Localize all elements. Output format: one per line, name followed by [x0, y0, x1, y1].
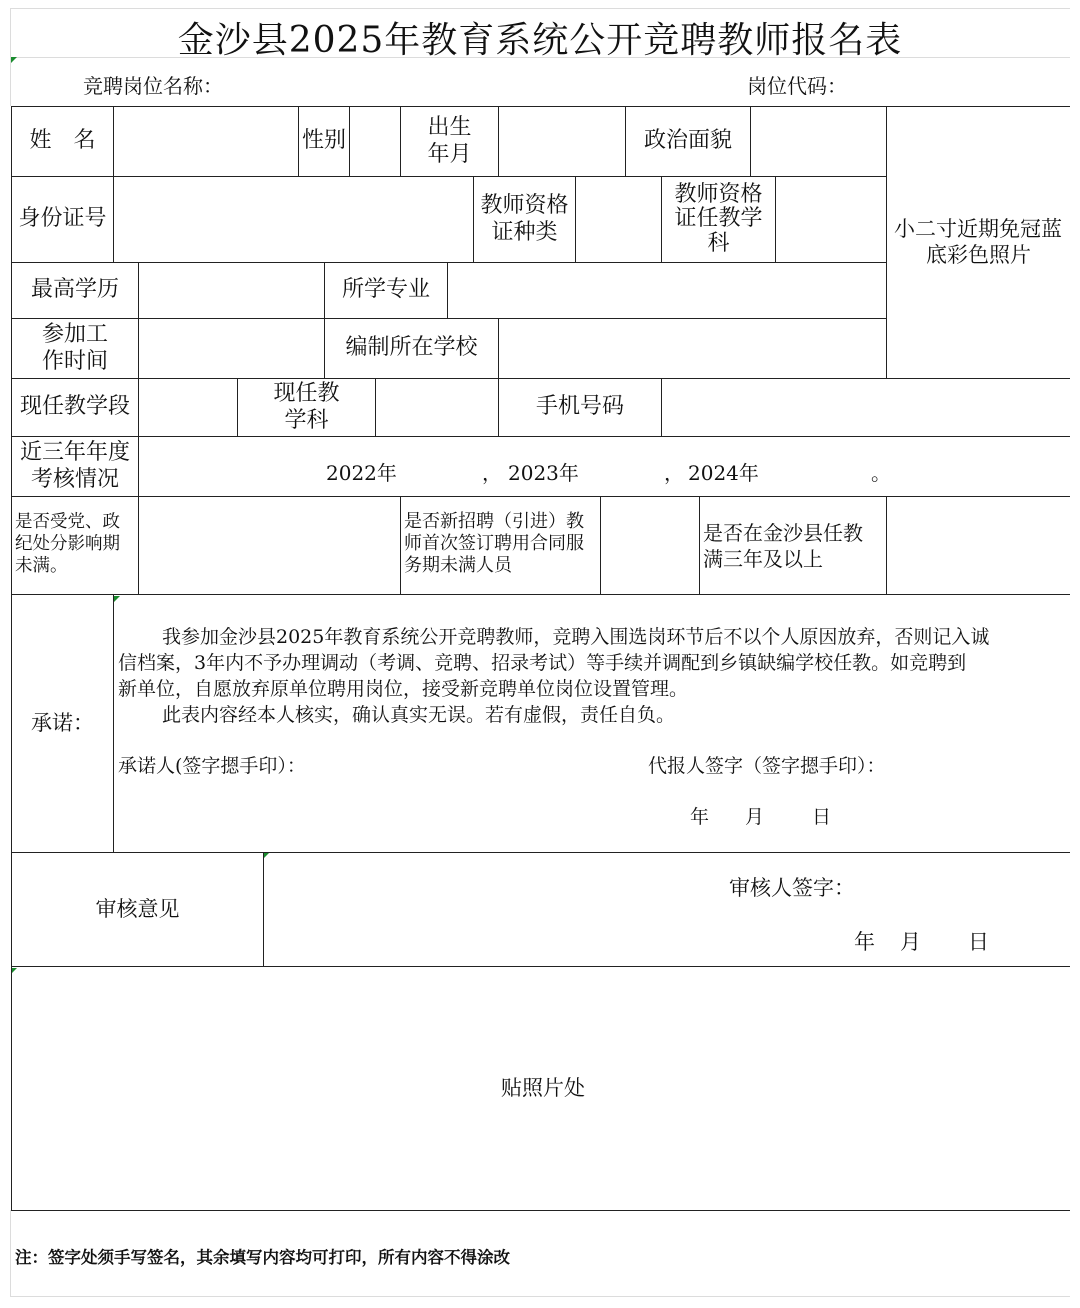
punishment-line2: 纪处分影响期 [15, 534, 120, 554]
assessment-year-2022: 2022年 [326, 461, 397, 485]
assessment-line1: 近三年年度 [19, 440, 130, 466]
assessment-year-2023: 2023年 [508, 461, 579, 485]
cert-subject-input[interactable] [776, 177, 886, 262]
promise-date-day: 日 [812, 806, 832, 828]
id-number-input[interactable] [114, 177, 473, 262]
current-subject-input[interactable] [376, 379, 498, 436]
assessment-separator: ， [482, 461, 502, 485]
cert-subject-line2: 证任教学 [674, 206, 763, 232]
proxy-signer-label: 代报人签字（签字摁手印）： [648, 755, 886, 777]
promise-line2: 信档案，3年内不予办理调动（考调、竞聘、招录考试）等手续并调配到乡镇缺编学校任教。如竞聘到 [118, 652, 967, 674]
grid-line [113, 594, 114, 852]
review-opinion-input[interactable] [264, 853, 1080, 966]
promise-line4: 此表内容经本人核实，确认真实无误。若有虚假，责任自负。 [162, 704, 676, 726]
id-number-label: 身份证号 [18, 206, 107, 232]
cert-type-line1: 教师资格 [480, 193, 569, 219]
political-label: 政治面貌 [643, 128, 732, 154]
cert-type-line2: 证种类 [491, 219, 558, 245]
promise-signature-area[interactable] [340, 745, 620, 785]
tenure-line1: 是否在金沙县任教 [703, 521, 863, 545]
cert-subject-line3: 科 [707, 230, 730, 256]
new-hire-input[interactable] [601, 497, 699, 594]
photo-cell[interactable] [887, 107, 1080, 378]
new-hire-line3: 务期未满人员 [404, 555, 512, 576]
review-date-year: 年 [854, 930, 875, 954]
promise-label: 承诺： [31, 710, 94, 735]
birth-label [401, 107, 498, 176]
assessment-separator: ， [664, 461, 684, 485]
stage-label: 现任教学段 [19, 394, 130, 420]
birth-label-line1: 出生 [427, 115, 472, 141]
work-time-label [12, 319, 138, 378]
assessment-year-2024: 2024年 [688, 461, 759, 485]
comment-marker [114, 596, 120, 602]
gender-label: 性别 [301, 128, 346, 154]
punishment-line3: 未满。 [15, 556, 68, 576]
cert-type-label [474, 177, 575, 262]
position-name-label: 竞聘岗位名称： [83, 74, 223, 98]
new-hire-line2: 师首次签订聘用合同服 [404, 533, 584, 554]
review-date-month: 月 [900, 930, 921, 954]
phone-label: 手机号码 [535, 394, 624, 420]
page-title: 金沙县2025年教育系统公开竞聘教师报名表 [177, 20, 903, 61]
grid-top [10, 8, 1070, 9]
gender-input[interactable] [350, 107, 400, 176]
assessment-values[interactable] [139, 437, 1080, 496]
photo-paste-area[interactable]: 贴照片处 [501, 1075, 585, 1100]
photo-label-line1: 小二寸近期免冠蓝 [894, 217, 1062, 242]
cert-subject-label [662, 177, 775, 262]
promise-signer-label: 承诺人(签字摁手印）： [118, 755, 306, 777]
current-subject-line1: 现任教 [273, 381, 340, 407]
promise-text [118, 624, 1080, 728]
work-time-line2: 作时间 [41, 348, 108, 374]
assessment-line2: 考核情况 [30, 466, 119, 492]
grid-line [11, 594, 1070, 595]
proxy-signature-area[interactable] [916, 745, 1066, 785]
tenure-line2: 满三年及以上 [703, 547, 823, 571]
punishment-label [15, 511, 138, 577]
grid-line [400, 496, 401, 594]
education-input[interactable] [139, 263, 324, 318]
punishment-line1: 是否受党、政 [15, 512, 120, 532]
new-hire-label [404, 511, 600, 577]
promise-date-month: 月 [745, 806, 765, 828]
grid-note-bottom [10, 1296, 1070, 1297]
position-code-label: 岗位代码： [747, 74, 847, 98]
review-signer-label: 审核人签字： [729, 876, 855, 900]
photo-label-line2: 底彩色照片 [926, 242, 1031, 267]
punishment-input[interactable] [139, 497, 400, 594]
school-label: 编制所在学校 [345, 335, 478, 361]
major-input[interactable] [448, 263, 886, 318]
phone-input[interactable] [662, 379, 1080, 436]
grid-line [699, 496, 700, 594]
tenure-label [703, 520, 886, 572]
education-label: 最高学历 [30, 277, 119, 303]
birth-input[interactable] [499, 107, 625, 176]
assessment-label [12, 437, 138, 496]
review-label: 审核意见 [95, 896, 180, 921]
major-label: 所学专业 [341, 277, 430, 303]
school-input[interactable] [499, 319, 886, 378]
birth-label-line2: 年月 [427, 141, 472, 167]
grid-left-bottom [10, 1210, 11, 1296]
footnote: 注：签字处须手写签名，其余填写内容均可打印，所有内容不得涂改 [15, 1248, 510, 1267]
name-label: 姓 名 [29, 128, 96, 154]
current-subject-label [238, 379, 375, 436]
political-input[interactable] [751, 107, 886, 176]
cert-subject-line1: 教师资格 [674, 182, 763, 208]
assessment-end: 。 [871, 461, 891, 485]
tenure-input[interactable] [887, 497, 1080, 594]
current-subject-line2: 学科 [284, 407, 329, 433]
name-input[interactable] [114, 107, 298, 176]
stage-input[interactable] [139, 379, 237, 436]
grid-line [11, 1210, 1070, 1211]
work-time-input[interactable] [139, 319, 324, 378]
promise-line3: 新单位，自愿放弃原单位聘用岗位，接受新竞聘单位岗位设置管理。 [118, 678, 689, 700]
cert-type-input[interactable] [576, 177, 661, 262]
new-hire-line1: 是否新招聘（引进）教 [404, 511, 584, 532]
comment-marker [11, 57, 17, 63]
review-date-day: 日 [968, 930, 989, 954]
work-time-line1: 参加工 [41, 322, 108, 348]
promise-line1: 我参加金沙县2025年教育系统公开竞聘教师，竞聘入围选岗环节后不以个人原因放弃，否则记入诚 [162, 626, 990, 648]
promise-date-year: 年 [690, 806, 710, 828]
